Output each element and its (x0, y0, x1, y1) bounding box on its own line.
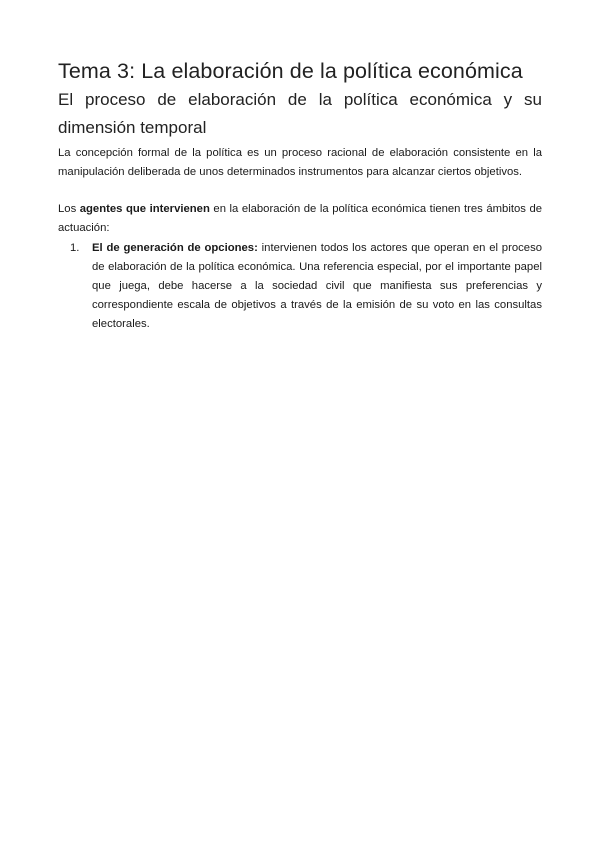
agents-list (58, 239, 542, 334)
agents-intro-bold: agentes que intervienen (79, 203, 210, 215)
intro-paragraph: La concepción formal de la política es un proceso racional de elaboración consistente en la manipulación deliberada de unos determinados instrumentos para alcanzar ciertos objetivos. (58, 147, 542, 178)
document-page (58, 56, 542, 334)
list-marker: 1. (70, 242, 80, 254)
page-subtitle: El proceso de elaboración de la política económica y su dimensión temporal (58, 90, 542, 137)
agent-1-text: intervienen todos los actores que operan en el proceso de elaboración de la política económica. Una referencia especial, por el importante papel que juega, debe hacerse a la sociedad civil que manifiesta sus preferencias y correspondiente escala de objetivos a través de la emisión de su voto en las consultas electorales. (92, 242, 542, 330)
agent-item-1 (58, 239, 542, 334)
agents-intro-post: en la elaboración de la política económica tienen tres ámbitos de actuación: (58, 203, 543, 234)
agents-intro-paragraph (58, 200, 542, 238)
agents-intro-pre: Los (58, 203, 80, 215)
agent-1-title: El de generación de opciones: (92, 242, 258, 254)
page-title: Tema 3: La elaboración de la política económica (58, 59, 523, 83)
